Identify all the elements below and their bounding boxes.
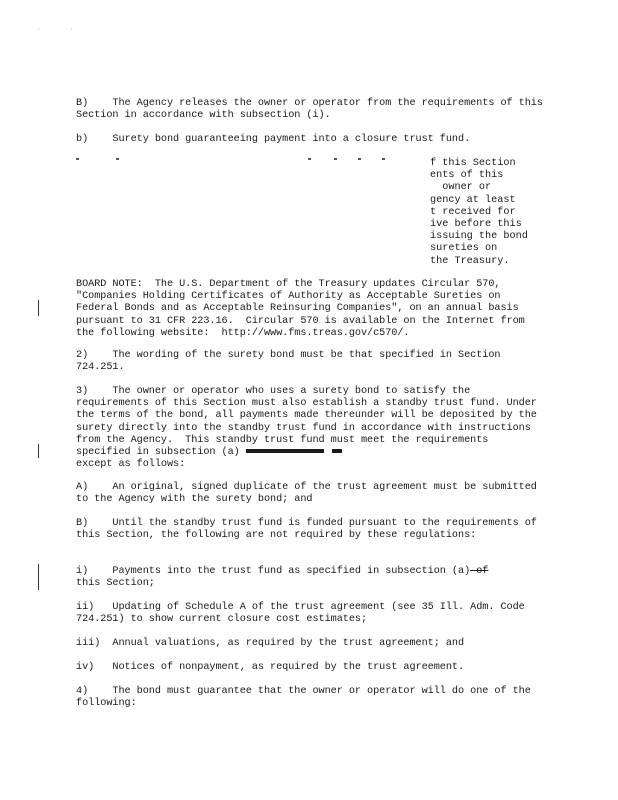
paragraph-iii: iii) Annual valuations, as required by the trust agreement; and — [76, 638, 465, 649]
paragraph-i-tail: this Section; — [76, 578, 155, 590]
struck-text: of — [470, 566, 489, 577]
fragment-line: f this Section — [430, 158, 516, 169]
paragraph-a: A) An original, signed duplicate of the trust agreement must be submitted to the Agency with the surety bond; and — [76, 482, 543, 506]
change-bar — [38, 444, 39, 458]
fragment-line: owner or — [430, 182, 492, 194]
paragraph-3 — [76, 386, 546, 471]
paragraph-3-text: 3) The owner or operator who uses a surety bond to satisfy the requirements of this Section must also establish a standby trust fund. Under the terms of the bond, all payments made thereunder will be deposited by the surety directly into the standby trust fund in accordance with instructions from the Agency. This standby trust fund must meet the requirements specified in subsection (a) — [76, 386, 543, 459]
fragment-line: gency at least — [430, 194, 516, 206]
fragment-line: issuing the bond — [430, 231, 528, 243]
paragraph-2: 2) The wording of the surety bond must be that specified in Section 724.251. — [76, 350, 507, 374]
fragment-line: ents of this — [430, 170, 504, 182]
fragment-line: sureties on — [430, 243, 498, 255]
redaction-mark — [246, 449, 324, 453]
fragment-line: ive before this — [430, 219, 522, 231]
paragraph-b-lower: b) Surety bond guaranteeing payment into a closure trust fund. — [76, 134, 471, 145]
change-bar — [38, 564, 39, 590]
redaction-mark — [332, 449, 342, 453]
paragraph-4: 4) The bond must guarantee that the owner or operator will do one of the following: — [76, 686, 537, 710]
paragraph-b: B) Until the standby trust fund is funded pursuant to the requirements of this Section, the following are not required by these regulations: — [76, 518, 543, 542]
paragraph-iv: iv) Notices of nonpayment, as required by the trust agreement. — [76, 662, 465, 673]
change-bar — [38, 300, 39, 316]
illegible-line — [76, 158, 386, 162]
scan-speck: · · — [37, 26, 74, 33]
paragraph-i-text: i) Payments into the trust fund as specified in subsection (a) — [76, 566, 471, 577]
board-note: BOARD NOTE: The U.S. Department of the Treasury updates Circular 570, "Companies Holding Certificates of Authority as Acceptable Sureties on Federal Bonds and as Acceptable Reinsuring Companies", on an annual basis pursuant to 31 CFR 223.16. Circular 570 is available on the Internet from the following website: http://www.fms.treas.gov/c570/. — [76, 279, 531, 339]
paragraph-3-tail: except as follows: — [76, 459, 186, 471]
fragment-line: the Treasury. — [430, 255, 510, 267]
paragraph-i — [76, 566, 546, 590]
fragment-line: t received for — [430, 206, 516, 218]
fragment-text-block — [430, 158, 550, 268]
paragraph-b-upper: B) The Agency releases the owner or operator from the requirements of this Section in accordance with subsection (i). — [76, 98, 549, 122]
paragraph-ii: ii) Updating of Schedule A of the trust agreement (see 35 Ill. Adm. Code 724.251) to show current closure cost estimates; — [76, 602, 531, 626]
